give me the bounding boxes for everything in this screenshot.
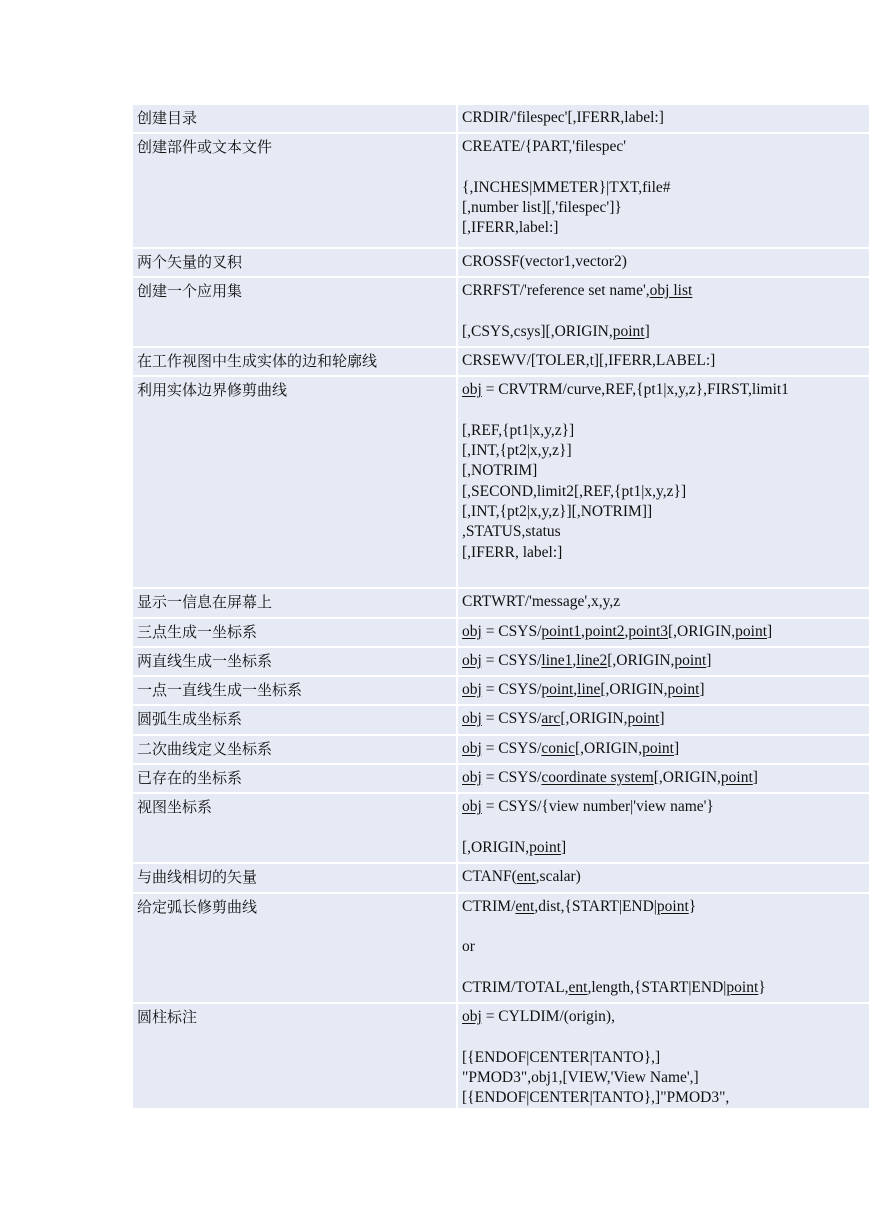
syntax-parameter: obj (462, 1007, 482, 1025)
description-cell: 一点一直线生成一坐标系 (133, 677, 458, 706)
syntax-text: or (462, 938, 475, 956)
syntax-line (462, 797, 865, 817)
syntax-parameter: point (541, 681, 574, 699)
syntax-line (462, 178, 865, 198)
table-row (133, 677, 869, 706)
syntax-line (462, 401, 865, 421)
syntax-cell (458, 134, 869, 248)
syntax-cell (458, 105, 869, 134)
syntax-text: [,ORIGIN, (560, 710, 628, 728)
description-cell: 创建部件或文本文件 (133, 134, 458, 248)
syntax-line (462, 563, 865, 583)
syntax-cell (458, 278, 869, 348)
syntax-line (462, 622, 865, 642)
syntax-line (462, 978, 865, 998)
syntax-line (462, 198, 865, 218)
syntax-text: = CSYS/ (481, 769, 542, 787)
syntax-text: , (624, 622, 629, 640)
syntax-parameter: ent (515, 897, 535, 915)
table-row (133, 736, 869, 765)
table-row (133, 348, 869, 377)
syntax-line (462, 651, 865, 671)
description-cell: 圆柱标注 (133, 1004, 458, 1110)
description-cell: 二次曲线定义坐标系 (133, 736, 458, 765)
description-cell: 显示一信息在屏幕上 (133, 589, 458, 618)
table-row (133, 589, 869, 618)
syntax-text: [,ORIGIN, (574, 739, 643, 757)
syntax-line (462, 441, 865, 461)
syntax-text: CTRIM/TOTAL, (462, 978, 569, 996)
syntax-text: [{ENDOF|CENTER|TANTO},]"PMOD3", (462, 1089, 730, 1107)
syntax-text: [,ORIGIN, (600, 681, 668, 699)
table-row (133, 105, 869, 134)
description-cell: 创建一个应用集 (133, 278, 458, 348)
syntax-parameter: point (529, 838, 562, 856)
table-row (133, 894, 869, 1004)
syntax-parameter: point (627, 710, 660, 728)
syntax-text: ] (659, 710, 665, 728)
syntax-text: CRDIR/'filespec'[,IFERR,label:] (462, 109, 664, 126)
syntax-line (462, 543, 865, 563)
syntax-cell (458, 648, 869, 677)
table-row (133, 249, 869, 278)
syntax-line (462, 1088, 865, 1108)
syntax-cell (458, 894, 869, 1004)
syntax-line (462, 768, 865, 788)
syntax-text: = CSYS/ (481, 739, 542, 757)
syntax-text: CTRIM/ (462, 897, 516, 915)
syntax-cell (458, 619, 869, 648)
description-cell: 给定弧长修剪曲线 (133, 894, 458, 1004)
syntax-cell (458, 348, 869, 377)
syntax-line (462, 281, 865, 301)
syntax-line (462, 482, 865, 502)
syntax-text: ] (561, 838, 567, 856)
syntax-parameter: line (577, 681, 601, 699)
syntax-parameter: obj (462, 681, 482, 699)
syntax-line (462, 867, 865, 887)
syntax-parameter: coordinate system (541, 769, 654, 787)
syntax-text: ] (752, 769, 758, 787)
syntax-text: = CSYS/ (481, 681, 542, 699)
description-cell: 创建目录 (133, 105, 458, 134)
syntax-text: [,number list][,'filespec']} (462, 199, 622, 217)
syntax-line (462, 709, 865, 729)
syntax-text: ,length,{START|END| (587, 978, 727, 996)
syntax-text: = CSYS/ (481, 651, 542, 669)
table-row (133, 134, 869, 248)
syntax-text: ] (644, 322, 650, 340)
syntax-cell (458, 249, 869, 278)
syntax-line (462, 252, 865, 272)
syntax-text: , (581, 622, 585, 640)
syntax-line (462, 917, 865, 937)
syntax-text: [,IFERR, label:] (462, 543, 563, 561)
syntax-text: [,INT,{pt2|x,y,z}][,NOTRIM]] (462, 503, 653, 521)
syntax-text: [,ORIGIN, (607, 651, 675, 669)
syntax-line (462, 897, 865, 917)
syntax-text: ] (767, 622, 773, 640)
syntax-text: [,CSYS,csys][,ORIGIN, (462, 322, 613, 340)
table-row (133, 794, 869, 864)
description-cell: 两直线生成一坐标系 (133, 648, 458, 677)
syntax-line (462, 461, 865, 481)
syntax-parameter: line2 (576, 651, 608, 669)
syntax-parameter: obj (462, 710, 482, 728)
syntax-parameter: point (674, 651, 707, 669)
syntax-text: } (758, 978, 766, 996)
syntax-text: [,INT,{pt2|x,y,z}] (462, 442, 572, 460)
description-cell: 在工作视图中生成实体的边和轮廓线 (133, 348, 458, 377)
syntax-line (462, 680, 865, 700)
syntax-parameter: obj (462, 769, 482, 787)
syntax-parameter: point2 (584, 622, 625, 640)
syntax-line (462, 301, 865, 321)
syntax-cell (458, 589, 869, 618)
command-reference-table (133, 105, 869, 1110)
description-cell: 已存在的坐标系 (133, 765, 458, 794)
syntax-line (462, 838, 865, 858)
syntax-text: [,ORIGIN, (668, 622, 736, 640)
table-row (133, 619, 869, 648)
syntax-text: = CRVTRM/curve,REF,{pt1|x,y,z},FIRST,limit1 (481, 381, 789, 399)
syntax-line (462, 522, 865, 542)
syntax-parameter: ent (516, 868, 536, 886)
syntax-text: = CSYS/{view number|'view name'} (481, 798, 714, 816)
syntax-text: [,IFERR,label:] (462, 219, 559, 237)
syntax-text: ,dist,{START|END| (534, 897, 657, 915)
syntax-text: ,STATUS,status (462, 523, 561, 541)
syntax-parameter: point1 (541, 622, 582, 640)
syntax-line (462, 158, 865, 178)
syntax-cell (458, 377, 869, 589)
syntax-line (462, 421, 865, 441)
syntax-text: [,ORIGIN, (462, 838, 530, 856)
table-row (133, 765, 869, 794)
description-cell: 圆弧生成坐标系 (133, 706, 458, 735)
syntax-text: , (573, 681, 578, 699)
syntax-line (462, 108, 865, 128)
syntax-parameter: obj list (649, 282, 693, 300)
syntax-parameter: point3 (628, 622, 669, 640)
syntax-line (462, 592, 865, 612)
description-cell: 利用实体边界修剪曲线 (133, 377, 458, 589)
syntax-line (462, 818, 865, 838)
syntax-line (462, 957, 865, 977)
syntax-parameter: arc (541, 710, 561, 728)
syntax-parameter: point (720, 769, 753, 787)
syntax-line (462, 137, 865, 157)
syntax-cell (458, 864, 869, 893)
table-row (133, 1004, 869, 1110)
syntax-text: ] (706, 651, 712, 669)
syntax-text: = CYLDIM/(origin), (481, 1007, 615, 1025)
syntax-text: CREATE/{PART,'filespec' (462, 138, 627, 156)
syntax-text: [,NOTRIM] (462, 462, 538, 480)
table-row (133, 864, 869, 893)
syntax-line (462, 1048, 865, 1068)
syntax-text: CRSEWV/[TOLER,t][,IFERR,LABEL:] (462, 351, 716, 369)
syntax-text: ] (699, 681, 705, 699)
syntax-line (462, 502, 865, 522)
syntax-text: [,REF,{pt1|x,y,z}] (462, 421, 575, 439)
syntax-cell (458, 706, 869, 735)
syntax-parameter: point (612, 322, 645, 340)
table-row (133, 278, 869, 348)
syntax-cell (458, 736, 869, 765)
syntax-parameter: obj (462, 798, 482, 816)
syntax-line (462, 351, 865, 371)
syntax-line (462, 218, 865, 238)
syntax-line (462, 739, 865, 759)
syntax-parameter: obj (462, 651, 482, 669)
table-row (133, 377, 869, 589)
syntax-text: "PMOD3",obj1,[VIEW,'View Name',] (462, 1068, 699, 1086)
table-row (133, 648, 869, 677)
syntax-text: CRTWRT/'message',x,y,z (462, 593, 621, 611)
description-cell: 三点生成一坐标系 (133, 619, 458, 648)
syntax-text: ] (674, 739, 680, 757)
syntax-cell (458, 677, 869, 706)
syntax-text: [,SECOND,limit2[,REF,{pt1|x,y,z}] (462, 482, 687, 500)
syntax-parameter: point (667, 681, 700, 699)
syntax-text: , (572, 651, 577, 669)
syntax-text: [,ORIGIN, (653, 769, 721, 787)
syntax-text: CROSSF(vector1,vector2) (462, 252, 627, 270)
syntax-line (462, 380, 865, 400)
description-cell: 与曲线相切的矢量 (133, 864, 458, 893)
syntax-parameter: line1 (541, 651, 573, 669)
syntax-text: = CSYS/ (481, 622, 542, 640)
syntax-parameter: obj (462, 381, 482, 399)
syntax-line (462, 1068, 865, 1088)
syntax-parameter: point (656, 897, 689, 915)
syntax-parameter: obj (462, 622, 482, 640)
syntax-line (462, 1027, 865, 1047)
syntax-text: } (688, 897, 697, 915)
syntax-text: CTANF( (462, 868, 517, 886)
syntax-parameter: point (642, 739, 674, 757)
syntax-text: {,INCHES|MMETER}|TXT,file# (462, 178, 671, 196)
syntax-line (462, 937, 865, 957)
syntax-text: CRRFST/'reference set name', (462, 282, 650, 300)
table-body (133, 105, 869, 1110)
table-row (133, 706, 869, 735)
syntax-text: [{ENDOF|CENTER|TANTO},] (462, 1048, 661, 1066)
syntax-parameter: conic (541, 739, 575, 757)
syntax-cell (458, 765, 869, 794)
syntax-line (462, 322, 865, 342)
syntax-text: = CSYS/ (481, 710, 542, 728)
syntax-parameter: point (726, 978, 759, 996)
syntax-cell (458, 794, 869, 864)
description-cell: 视图坐标系 (133, 794, 458, 864)
syntax-parameter: ent (568, 978, 588, 996)
syntax-cell (458, 1004, 869, 1110)
description-cell: 两个矢量的叉积 (133, 249, 458, 278)
syntax-text: ,scalar) (535, 868, 581, 886)
syntax-parameter: obj (462, 739, 482, 757)
syntax-parameter: point (735, 622, 768, 640)
syntax-line (462, 1007, 865, 1027)
